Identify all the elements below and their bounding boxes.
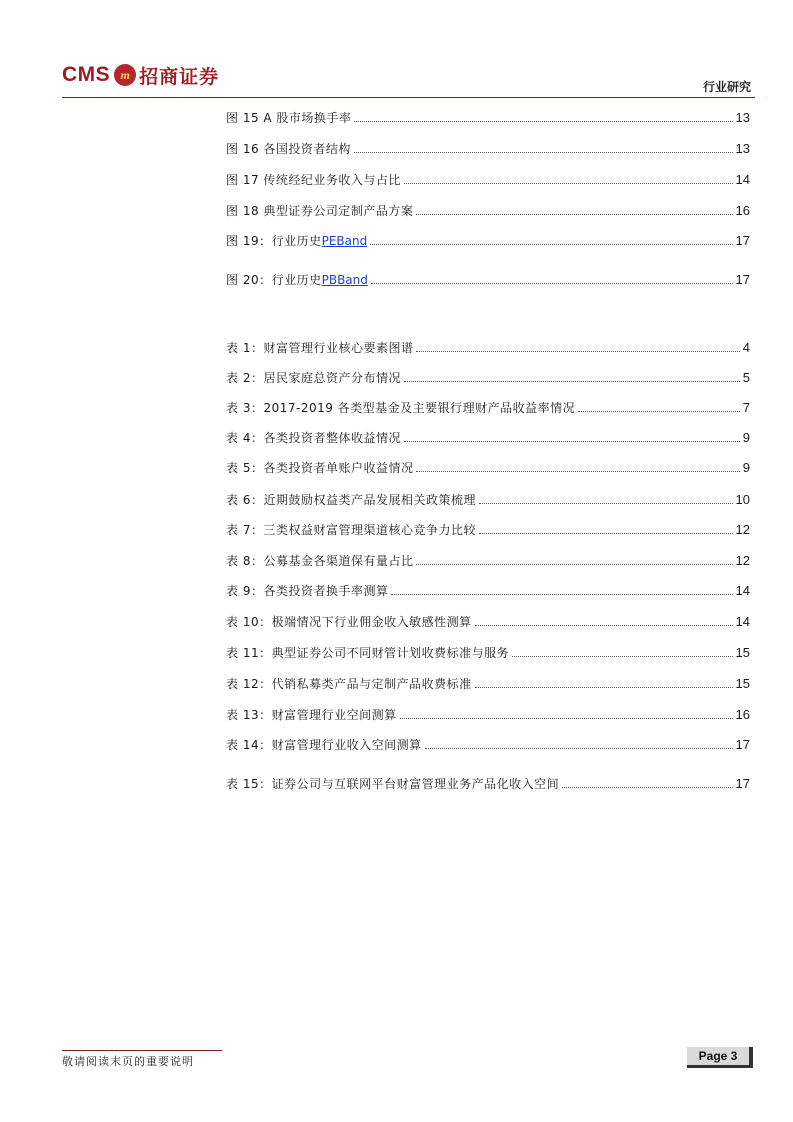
entry-label-text: 图 16 各国投资者结构	[226, 142, 351, 156]
entry-label	[226, 676, 472, 692]
entry-page-number: 17	[735, 272, 750, 287]
entry-label	[226, 583, 388, 599]
entry-label-text: 表 12：代销私募类产品与定制产品收费标准	[226, 677, 472, 691]
entry-page-number: 12	[735, 553, 750, 568]
entry-label-text: 表 7：三类权益财富管理渠道核心竞争力比较	[226, 523, 476, 537]
entry-label-text: 表 4：各类投资者整体收益情况	[226, 431, 401, 445]
dot-leader	[404, 380, 740, 382]
dot-leader	[404, 182, 733, 184]
table-entry[interactable]	[226, 703, 750, 723]
entry-page-number: 13	[735, 141, 750, 156]
entry-link[interactable]: PEBand	[321, 234, 368, 248]
footer-disclaimer: 敬请阅读末页的重要说明	[62, 1055, 194, 1068]
entry-page-number: 14	[735, 614, 750, 629]
figure-entry[interactable]	[226, 268, 750, 288]
entry-label-text: 图 17 传统经纪业务收入与占比	[226, 173, 401, 187]
table-entry[interactable]	[226, 456, 750, 476]
entry-page-number: 10	[735, 492, 750, 507]
dot-leader	[391, 593, 732, 595]
table-entry[interactable]	[226, 366, 750, 386]
logo-mark-icon: m	[114, 64, 136, 86]
page-number-box: Page 3	[687, 1047, 753, 1068]
dot-leader	[370, 243, 732, 245]
entry-label	[226, 110, 351, 126]
entry-label	[226, 370, 401, 386]
entry-label-text: 表 3：2017-2019 各类型基金及主要银行理财产品收益率情况	[226, 401, 576, 415]
dot-leader	[371, 282, 733, 284]
entry-label	[226, 233, 367, 249]
table-entry[interactable]	[226, 426, 750, 446]
entry-label-text: 图 15 A 股市场换手率	[226, 111, 352, 125]
entry-label	[226, 645, 509, 661]
figure-entry[interactable]	[226, 199, 750, 219]
footer-divider	[62, 1050, 222, 1051]
logo-chinese-text: 招商证券	[139, 65, 220, 88]
entry-label	[226, 172, 401, 188]
dot-leader	[512, 655, 732, 657]
entry-page-number: 12	[735, 522, 750, 537]
table-entry[interactable]	[226, 549, 750, 569]
entry-label-text: 表 15：证券公司与互联网平台财富管理业务产品化收入空间	[226, 777, 560, 791]
table-entry[interactable]	[226, 733, 750, 753]
entry-label	[226, 707, 397, 723]
dot-leader	[479, 502, 733, 504]
dot-leader	[354, 120, 732, 122]
entry-label-text: 表 8：公募基金各渠道保有量占比	[226, 554, 414, 568]
table-entry[interactable]	[226, 518, 750, 538]
entry-label	[226, 272, 368, 288]
section-label: 行业研究	[702, 80, 751, 94]
entry-label	[226, 737, 422, 753]
entry-page-number: 15	[735, 645, 750, 660]
logo	[62, 60, 219, 90]
entry-label-text: 图 18 典型证券公司定制产品方案	[226, 204, 414, 218]
entry-page-number: 17	[735, 233, 750, 248]
figure-entry[interactable]	[226, 229, 750, 249]
entry-label	[226, 522, 476, 538]
dot-leader	[416, 563, 732, 565]
logo-cms-text: CMS	[62, 63, 111, 86]
entry-page-number: 16	[735, 203, 750, 218]
entry-page-number: 5	[742, 370, 750, 385]
entry-page-number: 16	[735, 707, 750, 722]
entry-label	[226, 460, 413, 476]
entry-label	[226, 400, 575, 416]
dot-leader	[416, 213, 732, 215]
dot-leader	[475, 686, 733, 688]
header-divider	[62, 97, 755, 98]
dot-leader	[404, 440, 740, 442]
table-entry[interactable]	[226, 579, 750, 599]
dot-leader	[425, 747, 733, 749]
dot-leader	[578, 410, 740, 412]
entry-page-number: 9	[742, 430, 750, 445]
dot-leader	[354, 151, 733, 153]
entry-label	[226, 430, 401, 446]
table-entry[interactable]	[226, 488, 750, 508]
entry-label-text: 表 9：各类投资者换手率测算	[226, 584, 389, 598]
entry-page-number: 7	[742, 400, 750, 415]
entry-label-text: 表 5：各类投资者单账户收益情况	[226, 461, 414, 475]
dot-leader	[416, 350, 739, 352]
entry-label-text: 表 6：近期鼓励权益类产品发展相关政策梳理	[226, 493, 476, 507]
table-entry[interactable]	[226, 336, 750, 356]
dot-leader	[562, 786, 732, 788]
entry-label	[226, 492, 476, 508]
entry-label-text: 图 19：行业历史	[226, 234, 322, 248]
entry-label	[226, 340, 413, 356]
entry-link[interactable]: PBBand	[321, 273, 368, 287]
entry-page-number: 17	[735, 776, 750, 791]
table-entry[interactable]	[226, 641, 750, 661]
figure-entry[interactable]	[226, 137, 750, 157]
figure-entry[interactable]	[226, 106, 750, 126]
entry-label-text: 表 14：财富管理行业收入空间测算	[226, 738, 422, 752]
dot-leader	[400, 717, 733, 719]
entry-label-text: 表 10：极端情况下行业佣金收入敏感性测算	[226, 615, 472, 629]
table-entry[interactable]	[226, 396, 750, 416]
entry-label-text: 表 11：典型证券公司不同财管计划收费标准与服务	[226, 646, 510, 660]
entry-label-text: 表 13：财富管理行业空间测算	[226, 708, 397, 722]
entry-label-text: 表 1：财富管理行业核心要素图谱	[226, 341, 414, 355]
entry-page-number: 14	[735, 172, 750, 187]
entry-label	[226, 203, 413, 219]
table-entry[interactable]	[226, 672, 750, 692]
entry-label-text: 表 2：居民家庭总资产分布情况	[226, 371, 401, 385]
dot-leader	[475, 624, 733, 626]
table-entry[interactable]	[226, 772, 750, 792]
table-entry[interactable]	[226, 610, 750, 630]
entry-page-number: 4	[742, 340, 750, 355]
dot-leader	[479, 532, 733, 534]
entry-page-number: 13	[735, 110, 750, 125]
figure-entry[interactable]	[226, 168, 750, 188]
dot-leader	[416, 470, 739, 472]
entry-label	[226, 141, 351, 157]
entry-page-number: 9	[742, 460, 750, 475]
entry-label	[226, 614, 472, 630]
entry-page-number: 14	[735, 583, 750, 598]
entry-page-number: 15	[735, 676, 750, 691]
entry-label	[226, 553, 413, 569]
entry-page-number: 17	[735, 737, 750, 752]
entry-label-text: 图 20：行业历史	[226, 273, 322, 287]
entry-label	[226, 776, 559, 792]
